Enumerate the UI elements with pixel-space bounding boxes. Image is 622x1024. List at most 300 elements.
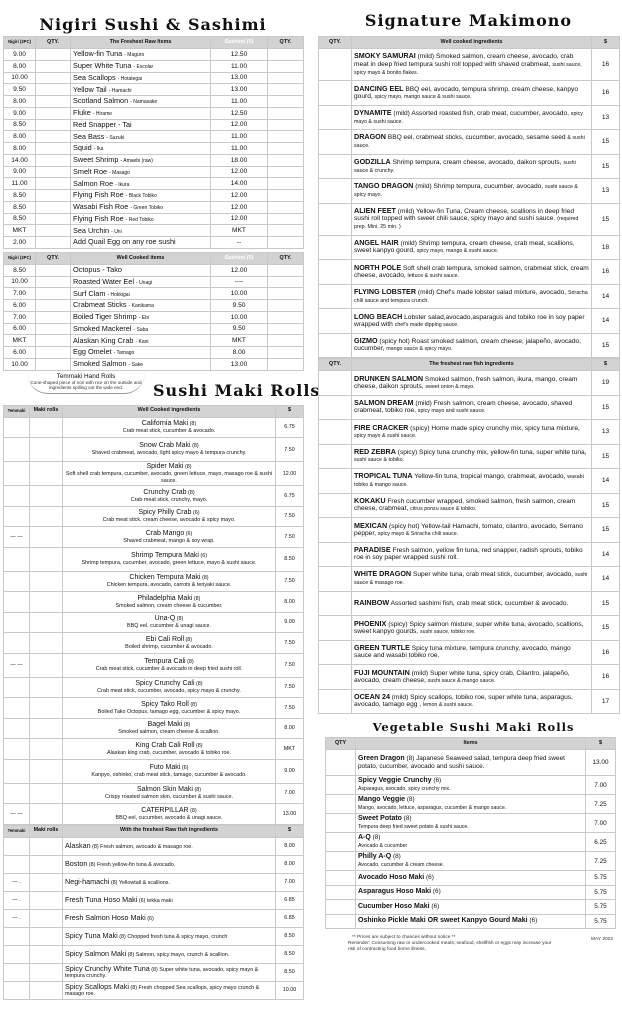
- item-name: [352, 444, 592, 469]
- roll-price: 7.50: [276, 571, 304, 592]
- item-name: [63, 633, 276, 654]
- table-row: [326, 852, 616, 871]
- col-qty: QTY.: [36, 252, 71, 264]
- temmaki-qty: [4, 739, 30, 760]
- roll-desc-small: lemon & sushi sauce.: [422, 702, 474, 709]
- roll-count: (8): [196, 742, 203, 749]
- qty-cell: [268, 201, 304, 213]
- roll-tag: (mild): [417, 53, 435, 61]
- roll-name: DRAGON: [354, 132, 386, 142]
- item-name: [71, 143, 211, 155]
- roll-count: (8): [403, 815, 412, 823]
- maki-qty: [30, 527, 63, 548]
- qty-cell: [319, 49, 352, 81]
- item-japanese: - Amaebi (raw): [120, 158, 153, 165]
- roll-price: 13: [592, 179, 620, 204]
- item-name: [63, 855, 276, 873]
- item-japanese: - Green Tobiko: [130, 205, 164, 212]
- roll-desc: Spicy tuna mixture, tempura crunchy, avocado, mango sauce and wasabi tobiko roe.: [354, 645, 571, 660]
- col-qty: QTY.: [319, 37, 352, 49]
- roll-price: 7.50: [276, 527, 304, 548]
- table-row: [4, 855, 304, 873]
- item-name: [71, 178, 211, 190]
- item-name-text: Sea Bass: [73, 131, 105, 141]
- table-row: [4, 143, 304, 155]
- maki-qty: [30, 653, 63, 677]
- qty-cell: [36, 131, 71, 143]
- temmaki-qty: [4, 783, 30, 804]
- roll-name: Sweet Potato: [358, 815, 402, 823]
- table-row: [4, 981, 304, 999]
- table-row: [326, 776, 616, 795]
- table-header: [319, 359, 620, 371]
- table-header: [319, 37, 620, 49]
- table-row: [4, 718, 304, 739]
- roll-tag: (mild): [415, 183, 432, 191]
- roll-price: 19: [592, 371, 620, 396]
- roll-count: (8): [194, 787, 202, 794]
- temmaki-qty: [4, 927, 30, 945]
- table-row: [319, 130, 620, 155]
- roll-tag: (spicy hot): [389, 522, 420, 530]
- item-name: [63, 417, 276, 438]
- maki-title: Sushi Maki Rolls: [153, 380, 321, 400]
- item-name: [63, 486, 276, 507]
- roll-tag: (mild): [391, 694, 409, 702]
- roll-count: (8): [193, 595, 201, 602]
- nigiri-price: 8.50: [4, 119, 36, 131]
- qty-cell: [319, 81, 352, 106]
- roll-desc: Smoked salmon, fresh salmon, ikura, mango, cream cheese, daikon sprouts,: [354, 375, 578, 390]
- roll-desc: Super white tuna, crab meat stick, cucumber, avocado,: [412, 571, 574, 579]
- roll-price: 14: [592, 469, 620, 494]
- maki-qty: [30, 909, 63, 927]
- col-price: $: [592, 359, 620, 371]
- qty-cell: [36, 178, 71, 190]
- item-name: [352, 371, 592, 396]
- roll-count: (8): [406, 796, 415, 804]
- maki-qty: [30, 698, 63, 719]
- sashimi-price: 12.50: [211, 107, 268, 119]
- roll-price: 8.00: [276, 855, 304, 873]
- nigiri-price: 2.00: [4, 237, 36, 249]
- nigiri-price: 6.00: [4, 347, 36, 359]
- roll-desc: Chef's made lobster salad mixture, avocado,: [436, 288, 567, 296]
- roll-name: Negi-hamachi: [65, 876, 110, 886]
- qty-cell: [268, 190, 304, 202]
- item-name: [63, 981, 276, 999]
- roll-price: 7.25: [586, 852, 616, 871]
- roll-price: 7.50: [276, 653, 304, 677]
- table-row: [4, 72, 304, 84]
- qty-cell: [326, 776, 356, 795]
- roll-name: RED ZEBRA: [354, 447, 396, 457]
- item-name-text: Sweet Shrimp: [73, 155, 119, 165]
- table-row: [4, 311, 304, 323]
- item-name-text: Yellow-fin Tuna: [73, 49, 123, 59]
- table-row: [4, 891, 304, 909]
- roll-name: Crunchy Crab: [143, 488, 187, 496]
- item-name: [356, 900, 586, 915]
- roll-desc: Super white tuna, spicy crab, Cilantro, jalapeño, avocado, cream cheese,: [354, 669, 570, 684]
- item-name: [63, 945, 276, 963]
- item-name: [63, 592, 276, 613]
- item-name: [352, 493, 592, 518]
- roll-price: 9.00: [276, 759, 304, 783]
- roll-name: Alaskan: [65, 840, 91, 850]
- roll-desc: Super white tuna, avocado, spicy mayo & tempura crunchy.: [65, 966, 259, 979]
- roll-price: MKT: [276, 739, 304, 760]
- temmaki-qty: [4, 855, 30, 873]
- roll-desc: Fresh salmon, yellow fin tuna, red snapper, radish sprouts, tobiko roe in soy paper wrapped sushi roll.: [354, 547, 583, 562]
- roll-desc-small: Sriracha chili sauce and tempura crunch.: [354, 289, 588, 304]
- col-items: Items: [356, 738, 586, 750]
- qty-cell: [268, 225, 304, 237]
- item-japanese: - Hokkigai: [107, 291, 130, 298]
- roll-price: 6.85: [276, 909, 304, 927]
- sashimi-price: 12.00: [211, 201, 268, 213]
- qty-cell: [36, 347, 71, 359]
- col-qty: QTY: [326, 738, 356, 750]
- item-name-text: Fluke: [73, 108, 91, 118]
- maki-qty: [30, 633, 63, 654]
- table-row: [4, 347, 304, 359]
- qty-cell: [319, 616, 352, 641]
- roll-count: (8): [188, 489, 195, 496]
- table-row: [4, 190, 304, 202]
- temmaki-note-text: Cone-shaped piece of nori with rice on the outside and ingredients spilling out the wide end.: [30, 379, 142, 390]
- temmaki-qty: [4, 462, 30, 486]
- table-row: [319, 469, 620, 494]
- signature-cooked-table: [318, 36, 620, 358]
- item-name: [71, 72, 211, 84]
- table-row: [319, 395, 620, 420]
- item-name: [63, 698, 276, 719]
- table-row: [4, 571, 304, 592]
- item-name: [352, 640, 592, 665]
- item-name: [71, 60, 211, 72]
- footer-reminder: Reminder: Consuming raw or undercooked meats, seafood, shellfish or eggs may increase your risk of contracting food borne illness.: [348, 940, 552, 952]
- qty-cell: [268, 107, 304, 119]
- table-row: [319, 444, 620, 469]
- item-name-text: Squid: [73, 143, 92, 153]
- item-name-text: Crabmeat Sticks: [73, 300, 127, 310]
- roll-desc-small: spicy mayo and sushi sauce.: [417, 408, 486, 415]
- qty-cell: [268, 154, 304, 166]
- roll-price: 16: [592, 665, 620, 690]
- qty-cell: [319, 469, 352, 494]
- roll-name: Oshinko Pickle Maki OR sweet Kanpyo Gourd Maki: [358, 917, 528, 925]
- roll-price: 6.85: [276, 891, 304, 909]
- temmaki-qty: [4, 837, 30, 855]
- maki-qty: [30, 547, 63, 571]
- roll-desc: Yellow-fin tuna, tropical mango, crabmeat, avocado,: [414, 473, 566, 481]
- item-name-text: Sea Scallops: [73, 72, 116, 82]
- roll-price: 14: [592, 309, 620, 334]
- item-name: [71, 225, 211, 237]
- sashimi-price: 13.00: [211, 84, 268, 96]
- roll-desc-small: Mango, avocado, lettuce, asparagus, cucumber & mango sauce.: [358, 804, 507, 811]
- table-row: [4, 264, 304, 276]
- table-row: [4, 276, 304, 288]
- item-name: [352, 154, 592, 179]
- maki-qty: [30, 855, 63, 873]
- col-sashimi: Sashimi (5): [211, 37, 268, 49]
- table-row: [4, 873, 304, 891]
- table-row: [4, 288, 304, 300]
- col-items: Well cooked ingredients: [352, 37, 592, 49]
- qty-cell: [319, 689, 352, 714]
- item-name: [63, 873, 276, 891]
- item-name-text: Super White Tuna: [73, 61, 132, 71]
- item-name-text: Salmon Roe: [73, 178, 114, 188]
- roll-count: (8): [190, 701, 197, 708]
- roll-desc: Roast smoked salmon, cream cheese, jalapeño, avocado, cucumber,: [354, 338, 582, 353]
- item-name: [71, 154, 211, 166]
- roll-desc-small: sweet onion & mayo.: [425, 383, 475, 390]
- roll-count: (8): [406, 755, 415, 763]
- roll-price: 15: [592, 591, 620, 616]
- col-price: $: [586, 738, 616, 750]
- roll-name: ANGEL HAIR: [354, 238, 399, 248]
- table-row: [4, 119, 304, 131]
- table-header: [4, 825, 304, 837]
- item-japanese: - Hotategai: [117, 75, 143, 82]
- item-japanese: - Red Tobiko: [125, 216, 154, 223]
- roll-name: Spicy Philly Crab: [138, 509, 192, 517]
- roll-desc: Crab meat stick, cucumber & avocado.: [122, 428, 216, 435]
- item-name: [71, 237, 211, 249]
- maki-qty: [30, 677, 63, 698]
- item-japanese: - Ebi: [138, 315, 149, 322]
- temmaki-qty: [4, 633, 30, 654]
- col-nigiri: Nigiri (2PC): [4, 252, 36, 264]
- roll-desc-small: spicy mayo & Sriracha chili sauce.: [377, 530, 459, 537]
- roll-count: (8): [127, 951, 135, 958]
- roll-desc: BBQ eel, cucumber & unagi sauce.: [127, 623, 211, 630]
- table-row: [4, 486, 304, 507]
- table-row: [4, 225, 304, 237]
- roll-price: 6.75: [276, 417, 304, 438]
- qty-cell: [36, 358, 71, 370]
- item-name: [352, 81, 592, 106]
- roll-count: (8): [187, 658, 194, 665]
- roll-price: 17: [592, 689, 620, 714]
- item-name-text: Add Quail Egg on any roe sushi: [73, 237, 176, 247]
- col-sashimi: Sashimi (5): [211, 252, 268, 264]
- qty-cell: [268, 84, 304, 96]
- temmaki-qty: [4, 506, 30, 527]
- roll-desc: Fresh salmon, avocado & masago roe.: [100, 843, 193, 850]
- item-name: [352, 260, 592, 285]
- nigiri-price: 9.50: [4, 84, 36, 96]
- table-row: [319, 518, 620, 543]
- table-row: [319, 689, 620, 714]
- maki-qty: [30, 804, 63, 825]
- nigiri-price: 8.50: [4, 201, 36, 213]
- roll-desc: Fresh cucumber wrapped, smoked salmon, fresh salmon, cream cheese, crabmeat,: [354, 498, 576, 513]
- item-name: [352, 130, 592, 155]
- table-header: [4, 37, 304, 49]
- qty-cell: [268, 237, 304, 249]
- temmaki-qty: [4, 677, 30, 698]
- qty-cell: [36, 323, 71, 335]
- item-name: [63, 527, 276, 548]
- item-name: [71, 119, 211, 131]
- nigiri-price: 8.50: [4, 213, 36, 225]
- qty-cell: [319, 309, 352, 334]
- table-row: [319, 640, 620, 665]
- roll-name: FUJI MOUNTAIN: [354, 667, 410, 677]
- sashimi-price: MKT: [211, 335, 268, 347]
- item-name: [63, 438, 276, 462]
- roll-name: Una-Q: [154, 615, 176, 623]
- roll-desc: Chopped fresh tuna & spicy mayo, crunch: [127, 933, 228, 940]
- nigiri-price: 8.50: [4, 264, 36, 276]
- temmaki-qty: [4, 438, 30, 462]
- roll-desc: Chicken tempura, avocado, carrots & teriyaki sauce.: [106, 582, 232, 589]
- qty-cell: [36, 225, 71, 237]
- roll-desc: Fresh salmon, cream cheese, avocado, shaved crabmeat, tobiko roe,: [354, 400, 573, 415]
- roll-count: (8): [130, 984, 138, 991]
- roll-desc-small: sushi sauce & spicy mayo.: [354, 184, 578, 199]
- maki-qty: [30, 571, 63, 592]
- roll-desc: Yellowtail & scallions.: [118, 879, 170, 886]
- item-name: [352, 542, 592, 567]
- nigiri-price: 9.00: [4, 166, 36, 178]
- sashimi-price: 12.00: [211, 119, 268, 131]
- qty-cell: [319, 203, 352, 235]
- roll-desc: Yellow-fin Tuna, Cream cheese, scallions in deep fried sushi roll topped with sweet chili sauce, spicy mayo and sushi sauce.: [354, 207, 575, 223]
- item-name: [71, 96, 211, 108]
- roll-desc: Assorted sashimi fish, crab meat stick, cucumber & avocado.: [390, 599, 569, 607]
- roll-count: (8): [185, 636, 193, 643]
- qty-cell: [268, 72, 304, 84]
- roll-desc: Smoked salmon, cream cheese & scallion.: [118, 729, 220, 736]
- roll-desc: Crab meat stick, crunchy, mayo.: [130, 496, 208, 503]
- table-row: [4, 166, 304, 178]
- roll-desc: Fresh yellow-fin tuna & avocado.: [96, 861, 176, 868]
- roll-desc-small: spicy mayo & sushi sauce.: [354, 432, 417, 439]
- roll-desc: Alaskan king crab, cucumber, avocado & tobiko roe.: [106, 749, 232, 756]
- item-name: [63, 718, 276, 739]
- item-name: [63, 837, 276, 855]
- roll-tag: (mild): [411, 669, 429, 677]
- roll-desc: Japanese Seaweed salad, tempura deep fried sweet potato, cucumber, avocado and sushi sauce.: [358, 755, 565, 770]
- table-row: [4, 527, 304, 548]
- sashimi-price: 18.00: [211, 154, 268, 166]
- qty-cell: [319, 493, 352, 518]
- qty-cell: [326, 885, 356, 900]
- table-row: [4, 84, 304, 96]
- roll-name: Spicy Scallops Maki: [65, 981, 129, 991]
- roll-price: 7.00: [276, 873, 304, 891]
- maki-qty: [30, 506, 63, 527]
- table-row: [4, 335, 304, 347]
- table-row: [4, 927, 304, 945]
- qty-cell: [268, 49, 304, 61]
- col-items: The Freshest Raw Items: [71, 37, 211, 49]
- col-qty: QTY.: [36, 37, 71, 49]
- roll-price: 16: [592, 260, 620, 285]
- roll-name: TANGO DRAGON: [354, 181, 414, 191]
- sashimi-price: 12.00: [211, 190, 268, 202]
- qty-cell: [268, 347, 304, 359]
- item-name: [71, 49, 211, 61]
- table-row: [4, 677, 304, 698]
- item-name: [352, 179, 592, 204]
- col-price: $: [276, 405, 304, 417]
- sashimi-price: 10.00: [211, 288, 268, 300]
- item-name: [71, 300, 211, 312]
- sashimi-price: 12.00: [211, 166, 268, 178]
- qty-cell: [36, 84, 71, 96]
- roll-price: 7.50: [276, 438, 304, 462]
- table-row: [326, 833, 616, 852]
- roll-price: 13: [592, 420, 620, 445]
- maki-qty: [30, 462, 63, 486]
- item-name-text: Surf Clam: [73, 288, 106, 298]
- sashimi-price: 14.00: [211, 178, 268, 190]
- item-japanese: - Ikura: [115, 181, 130, 188]
- item-name: [356, 776, 586, 795]
- item-name: [71, 107, 211, 119]
- sashimi-price: --: [211, 237, 268, 249]
- sashimi-price: 13.00: [211, 72, 268, 84]
- item-name-text: Sea Urchin: [73, 225, 110, 235]
- item-name: [352, 518, 592, 543]
- temmaki-qty: [4, 547, 30, 571]
- roll-count: (6): [200, 552, 208, 559]
- table-row: [319, 420, 620, 445]
- roll-price: 8.00: [276, 718, 304, 739]
- roll-count: (8): [176, 616, 184, 623]
- roll-price: 5.75: [586, 885, 616, 900]
- col-maki: Maki rolls: [30, 405, 63, 417]
- table-row: [4, 462, 304, 486]
- roll-count: (8): [190, 807, 197, 814]
- footer: [318, 935, 619, 952]
- temmaki-qty: [4, 698, 30, 719]
- item-name: [63, 783, 276, 804]
- roll-name: TROPICAL TUNA: [354, 471, 413, 481]
- roll-name: Mango Veggie: [358, 796, 406, 804]
- roll-tag: (mild): [393, 109, 410, 117]
- table-row: [4, 592, 304, 613]
- qty-cell: [319, 444, 352, 469]
- table-row: [319, 371, 620, 396]
- table-row: [4, 698, 304, 719]
- item-name: [63, 547, 276, 571]
- roll-price: 7.50: [276, 506, 304, 527]
- item-name: [63, 963, 276, 981]
- roll-count: (8): [119, 933, 126, 940]
- nigiri-price: 7.00: [4, 288, 36, 300]
- nigiri-raw-table: [3, 36, 304, 249]
- item-name-text: Boiled Tiger Shrimp: [73, 312, 137, 322]
- qty-cell: [268, 213, 304, 225]
- table-row: [319, 284, 620, 309]
- qty-cell: [319, 260, 352, 285]
- roll-count: (8): [192, 443, 199, 450]
- roll-name: Fresh Tuna Hoso Maki: [65, 894, 138, 904]
- roll-count: (8): [196, 681, 203, 688]
- qty-cell: [268, 323, 304, 335]
- item-name: [352, 203, 592, 235]
- roll-name: A-Q: [358, 834, 371, 842]
- qty-cell: [319, 591, 352, 616]
- col-items: With the freshest Raw fish ingredients: [63, 825, 276, 837]
